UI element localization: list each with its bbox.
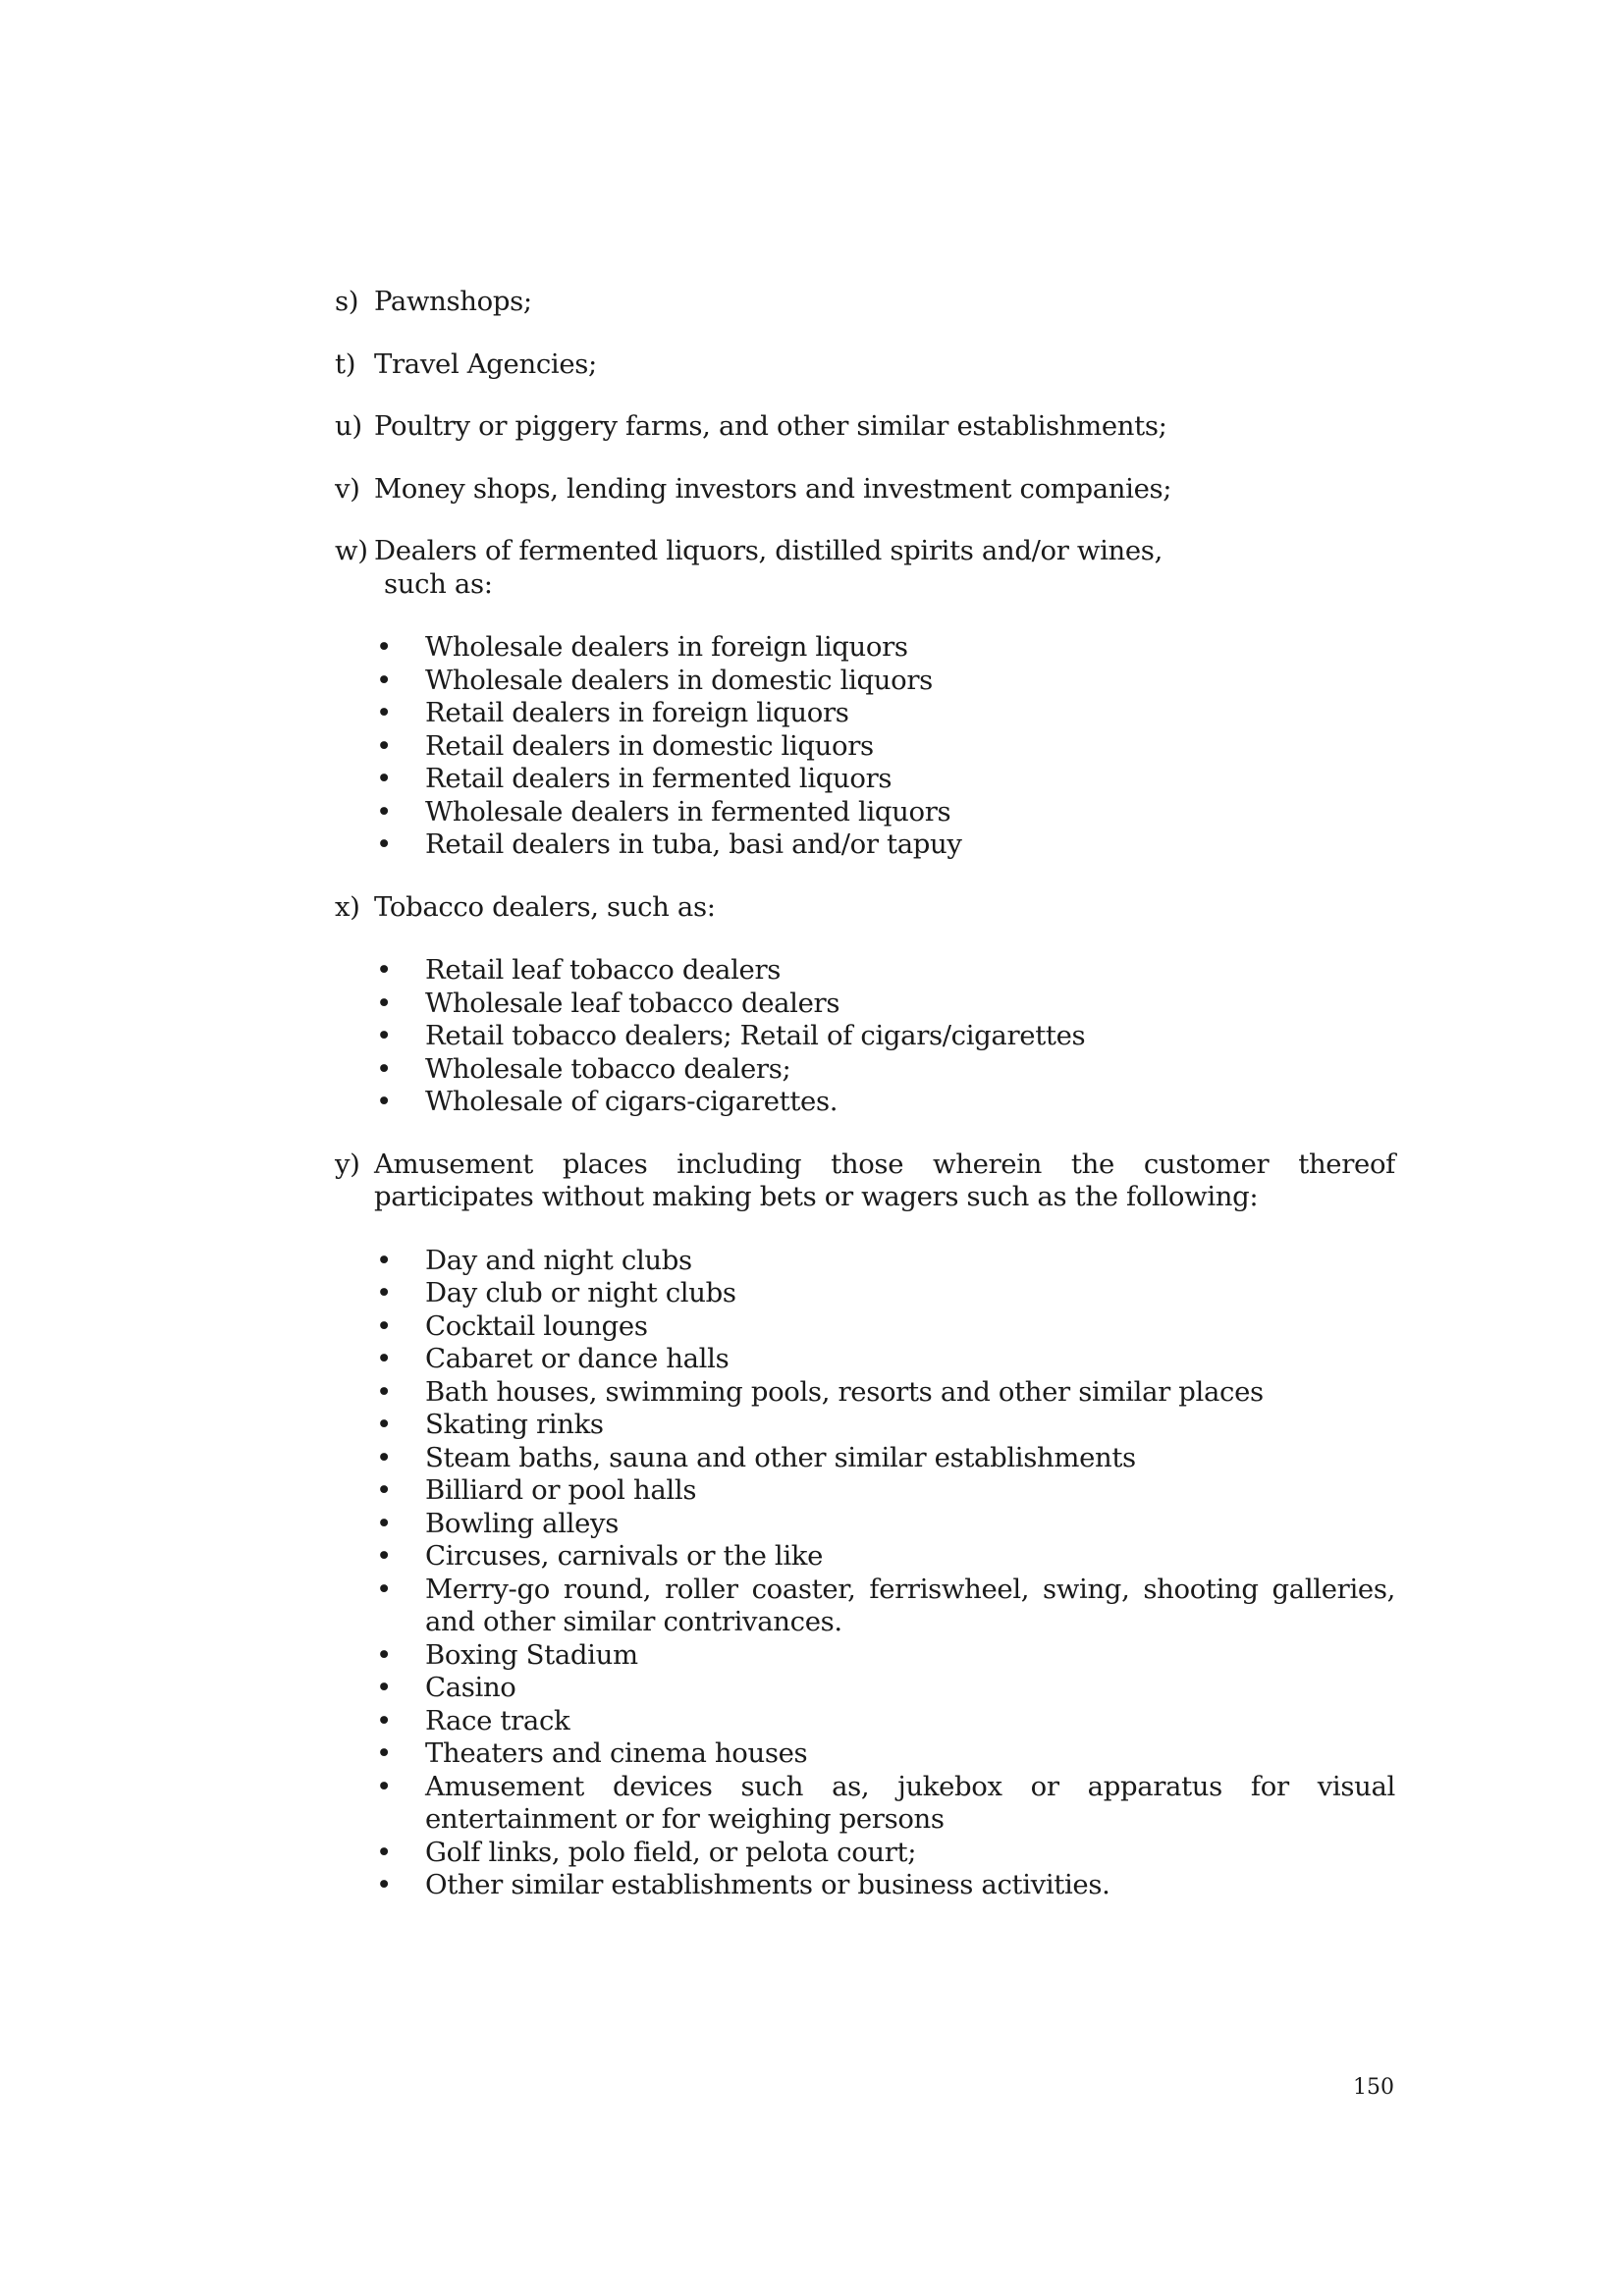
bullet-text: Skating rinks bbox=[425, 1409, 604, 1440]
bullet-icon: • bbox=[376, 1474, 392, 1506]
bullet-text: Day and night clubs bbox=[425, 1244, 692, 1276]
bullet-text: Amusement devices such as, jukebox or apparatus for visual entertainment or for weighing persons bbox=[425, 1770, 1395, 1835]
list-item-w bbox=[335, 535, 1395, 862]
bullet-text: Bath houses, swimming pools, resorts and other similar places bbox=[425, 1375, 1264, 1408]
bullet-item bbox=[335, 1574, 1395, 1639]
item-letter: w) bbox=[335, 535, 368, 566]
bullet-item bbox=[335, 828, 1395, 862]
bullet-icon: • bbox=[376, 795, 392, 828]
bullet-item bbox=[335, 1020, 1395, 1053]
bullet-icon: • bbox=[376, 1309, 392, 1342]
bullet-item bbox=[335, 1442, 1395, 1475]
bullet-text: Boxing Stadium bbox=[425, 1638, 638, 1671]
bullet-item bbox=[335, 1376, 1395, 1410]
page-number: 150 bbox=[1353, 2075, 1394, 2100]
bullet-item bbox=[335, 1869, 1395, 1902]
list-item-v bbox=[335, 473, 1395, 507]
bullet-icon: • bbox=[376, 1375, 392, 1408]
bullet-text: Circuses, carnivals or the like bbox=[425, 1540, 824, 1572]
list-item-x bbox=[335, 891, 1395, 1119]
bullet-item bbox=[335, 796, 1395, 829]
bullet-item bbox=[335, 763, 1395, 796]
bullet-item bbox=[335, 1343, 1395, 1376]
bullet-item bbox=[335, 697, 1395, 730]
bullet-text: Steam baths, sauna and other similar establishments bbox=[425, 1441, 1136, 1473]
bullet-icon: • bbox=[376, 1869, 392, 1900]
bullet-item bbox=[335, 1540, 1395, 1574]
item-letter: x) bbox=[335, 890, 360, 923]
bullet-item bbox=[335, 988, 1395, 1021]
bullet-text: Retail dealers in fermented liquors bbox=[425, 763, 893, 794]
item-text: Pawnshops; bbox=[374, 286, 532, 317]
bullet-icon: • bbox=[376, 664, 392, 696]
bullet-icon: • bbox=[376, 1343, 392, 1374]
bullet-icon: • bbox=[376, 631, 392, 663]
item-text: Poultry or piggery farms, and other similar establishments; bbox=[374, 410, 1167, 442]
bullet-item bbox=[335, 1474, 1395, 1508]
bullet-item bbox=[335, 1672, 1395, 1705]
bullet-text: Wholesale of cigars-cigarettes. bbox=[425, 1086, 839, 1117]
bullet-text: Wholesale tobacco dealers; bbox=[425, 1052, 791, 1085]
bullet-text: Day club or night clubs bbox=[425, 1277, 736, 1308]
bullet-list bbox=[374, 631, 1395, 862]
bullet-icon: • bbox=[376, 1086, 392, 1117]
bullet-list bbox=[374, 954, 1395, 1119]
item-letter: y) bbox=[335, 1148, 360, 1180]
bullet-icon: • bbox=[376, 1770, 392, 1802]
bullet-text: Merry-go round, roller coaster, ferriswheel, swing, shooting galleries, and other similar contrivances. bbox=[425, 1573, 1395, 1637]
list-item-u bbox=[335, 410, 1395, 444]
bullet-item bbox=[335, 1053, 1395, 1087]
bullet-icon: • bbox=[376, 987, 392, 1019]
bullet-icon: • bbox=[376, 763, 392, 794]
bullet-item bbox=[335, 1245, 1395, 1278]
bullet-text: Wholesale dealers in domestic liquors bbox=[425, 664, 933, 696]
bullet-icon: • bbox=[376, 1704, 392, 1736]
list-item-t bbox=[335, 348, 1395, 382]
item-text: Amusement places including those wherein the customer thereof participates without making bets or wagers such as the following: bbox=[374, 1148, 1395, 1212]
bullet-icon: • bbox=[376, 1020, 392, 1051]
bullet-icon: • bbox=[376, 729, 392, 762]
document-body bbox=[335, 286, 1395, 1902]
bullet-icon: • bbox=[376, 697, 392, 728]
bullet-item bbox=[335, 1086, 1395, 1119]
bullet-item bbox=[335, 1409, 1395, 1442]
bullet-text: Theaters and cinema houses bbox=[425, 1737, 808, 1769]
item-letter: u) bbox=[335, 410, 362, 442]
item-text-continuation: such as: bbox=[384, 567, 493, 600]
bullet-text: Wholesale leaf tobacco dealers bbox=[425, 987, 840, 1019]
bullet-text: Wholesale dealers in foreign liquors bbox=[425, 631, 908, 663]
bullet-text: Cabaret or dance halls bbox=[425, 1343, 730, 1374]
bullet-item bbox=[335, 1771, 1395, 1837]
bullet-text: Wholesale dealers in fermented liquors bbox=[425, 795, 951, 828]
bullet-icon: • bbox=[376, 1441, 392, 1473]
bullet-icon: • bbox=[376, 1409, 392, 1440]
bullet-icon: • bbox=[376, 954, 392, 986]
bullet-text: Cocktail lounges bbox=[425, 1309, 648, 1342]
item-letter: t) bbox=[335, 347, 356, 380]
bullet-icon: • bbox=[376, 1638, 392, 1671]
bullet-icon: • bbox=[376, 1052, 392, 1085]
bullet-icon: • bbox=[376, 1836, 392, 1868]
bullet-text: Retail leaf tobacco dealers bbox=[425, 954, 782, 986]
item-text: Travel Agencies; bbox=[374, 347, 597, 380]
bullet-text: Retail dealers in tuba, basi and/or tapuy bbox=[425, 828, 962, 860]
bullet-text: Golf links, polo field, or pelota court; bbox=[425, 1836, 917, 1868]
list-item-s bbox=[335, 286, 1395, 319]
bullet-item bbox=[335, 1310, 1395, 1344]
item-text: Tobacco dealers, such as: bbox=[374, 890, 716, 923]
bullet-text: Race track bbox=[425, 1704, 570, 1736]
bullet-icon: • bbox=[376, 1573, 392, 1605]
bullet-text: Retail dealers in domestic liquors bbox=[425, 729, 874, 762]
bullet-text: Retail dealers in foreign liquors bbox=[425, 697, 849, 728]
bullet-text: Billiard or pool halls bbox=[425, 1474, 697, 1506]
bullet-item bbox=[335, 954, 1395, 988]
bullet-icon: • bbox=[376, 1540, 392, 1572]
bullet-icon: • bbox=[376, 1244, 392, 1276]
bullet-list bbox=[374, 1245, 1395, 1902]
bullet-icon: • bbox=[376, 1507, 392, 1539]
bullet-item bbox=[335, 1639, 1395, 1673]
bullet-item bbox=[335, 1277, 1395, 1310]
bullet-text: Other similar establishments or business activities. bbox=[425, 1869, 1110, 1900]
bullet-item bbox=[335, 1737, 1395, 1771]
bullet-icon: • bbox=[376, 828, 392, 860]
bullet-icon: • bbox=[376, 1737, 392, 1769]
item-letter: v) bbox=[335, 472, 360, 505]
bullet-item bbox=[335, 730, 1395, 764]
bullet-item bbox=[335, 665, 1395, 698]
bullet-item bbox=[335, 1705, 1395, 1738]
bullet-text: Retail tobacco dealers; Retail of cigars/cigarettes bbox=[425, 1020, 1086, 1051]
item-letter: s) bbox=[335, 286, 359, 317]
bullet-item bbox=[335, 1508, 1395, 1541]
bullet-text: Casino bbox=[425, 1672, 516, 1703]
bullet-icon: • bbox=[376, 1277, 392, 1308]
bullet-icon: • bbox=[376, 1672, 392, 1703]
item-text: Money shops, lending investors and investment companies; bbox=[374, 472, 1172, 505]
list-item-y bbox=[335, 1148, 1395, 1902]
item-text: Dealers of fermented liquors, distilled spirits and/or wines, bbox=[374, 535, 1163, 566]
bullet-item bbox=[335, 631, 1395, 665]
bullet-text: Bowling alleys bbox=[425, 1507, 619, 1539]
bullet-item bbox=[335, 1837, 1395, 1870]
